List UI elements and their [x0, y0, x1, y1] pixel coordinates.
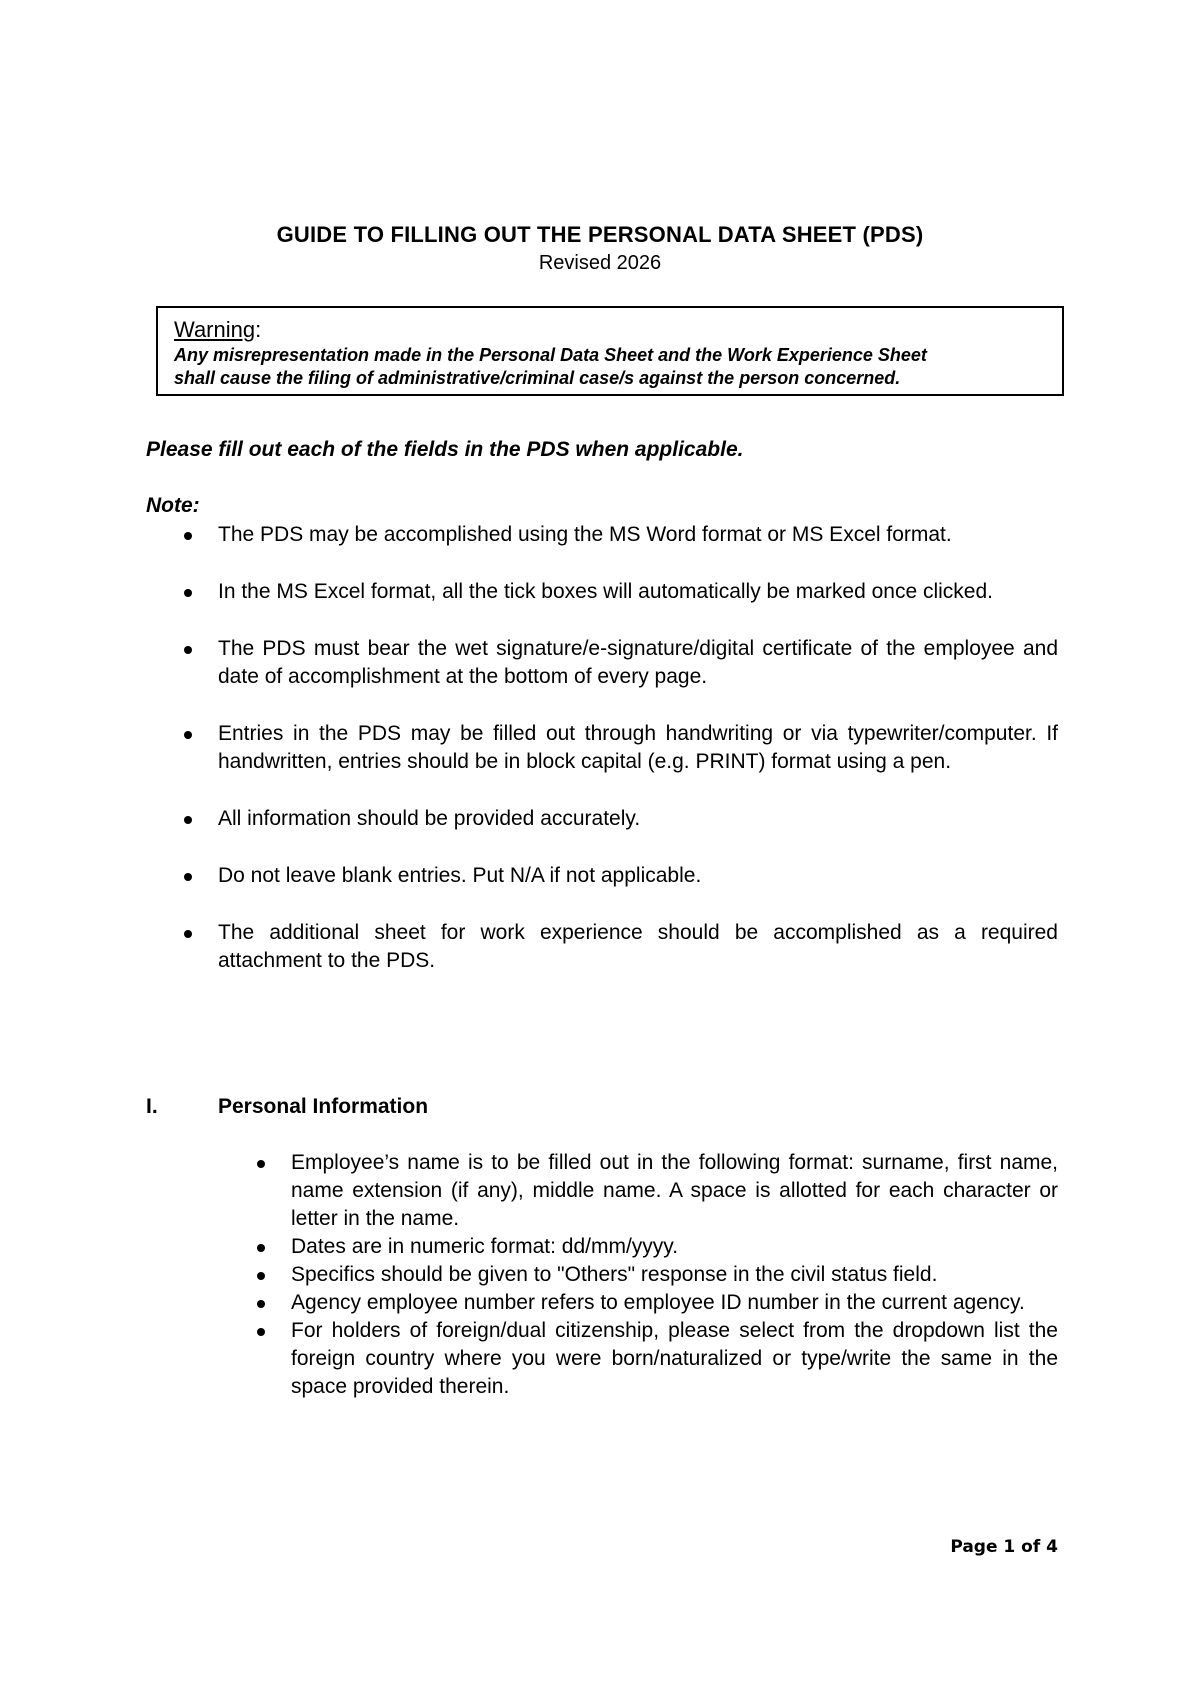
- note-item-text: The PDS must bear the wet signature/e-signature/digital certificate of the employee and date of accomplishment at the bottom of every page.: [218, 637, 1058, 688]
- personal-information-item: [0, 1233, 1058, 1261]
- section-title: Personal Information: [218, 1095, 429, 1118]
- bullet-icon: [184, 646, 192, 654]
- note-item: [0, 521, 1058, 549]
- note-list: [0, 521, 1200, 1004]
- note-item-text: All information should be provided accurately.: [218, 807, 641, 830]
- page-number: Page 1 of 4: [950, 1537, 1058, 1557]
- note-item: [0, 805, 1058, 833]
- bullet-icon: [184, 930, 192, 938]
- bullet-icon: [184, 589, 192, 597]
- bullet-icon: [184, 731, 192, 739]
- section-heading-personal-information: [146, 1095, 428, 1119]
- bullet-icon: [257, 1244, 265, 1252]
- personal-information-item: [0, 1149, 1058, 1233]
- personal-information-item: [0, 1289, 1058, 1317]
- personal-information-item-text: Employee’s name is to be filled out in the following format: surname, first name, name extension (if any), middle name. A space is allotted for each character or letter in the name.: [291, 1151, 1058, 1230]
- bullet-icon: [257, 1300, 265, 1308]
- document-subtitle: Revised 2026: [538, 252, 662, 274]
- note-item-text: The PDS may be accomplished using the MS Word format or MS Excel format.: [218, 523, 952, 546]
- note-item-text: Do not leave blank entries. Put N/A if not applicable.: [218, 864, 702, 887]
- note-item: [0, 919, 1058, 975]
- document-title: GUIDE TO FILLING OUT THE PERSONAL DATA SHEET (PDS): [276, 222, 924, 247]
- personal-information-item-text: Agency employee number refers to employee ID number in the current agency.: [291, 1291, 1025, 1314]
- personal-information-item-text: Dates are in numeric format: dd/mm/yyyy.: [291, 1235, 679, 1258]
- personal-information-item-text: Specifics should be given to "Others" response in the civil status field.: [291, 1263, 938, 1286]
- warning-heading-word: Warning: [174, 317, 256, 342]
- personal-information-item: [0, 1261, 1058, 1289]
- warning-text-line-1: Any misrepresentation made in the Personal Data Sheet and the Work Experience Sheet: [174, 345, 927, 365]
- note-item-text: The additional sheet for work experience should be accomplished as a required attachment to the PDS.: [218, 921, 1058, 972]
- intro-instruction: Please fill out each of the fields in the PDS when applicable.: [146, 438, 744, 461]
- note-label: Note:: [146, 494, 200, 517]
- bullet-icon: [257, 1160, 265, 1168]
- bullet-icon: [184, 816, 192, 824]
- note-item: [0, 578, 1058, 606]
- note-item: [0, 635, 1058, 691]
- bullet-icon: [257, 1272, 265, 1280]
- note-item-text: Entries in the PDS may be filled out through handwriting or via typewriter/computer. If handwritten, entries should be in block capital (e.g. PRINT) format using a pen.: [218, 722, 1058, 773]
- bullet-icon: [257, 1328, 265, 1336]
- personal-information-item: [0, 1317, 1058, 1401]
- bullet-icon: [184, 873, 192, 881]
- section-number: I.: [146, 1095, 158, 1118]
- warning-heading-colon: :: [255, 317, 262, 342]
- note-item-text: In the MS Excel format, all the tick boxes will automatically be marked once clicked.: [218, 580, 993, 603]
- warning-heading: [174, 316, 1048, 344]
- personal-information-list: [0, 1149, 1200, 1401]
- warning-text-line-2: shall cause the filing of administrative/criminal case/s against the person concerned.: [174, 368, 901, 388]
- note-item: [0, 862, 1058, 890]
- personal-information-item-text: For holders of foreign/dual citizenship, please select from the dropdown list the foreign country where you were born/naturalized or type/write the same in the space provided therein.: [291, 1319, 1058, 1398]
- bullet-icon: [184, 532, 192, 540]
- warning-box: [156, 306, 1064, 396]
- note-item: [0, 720, 1058, 776]
